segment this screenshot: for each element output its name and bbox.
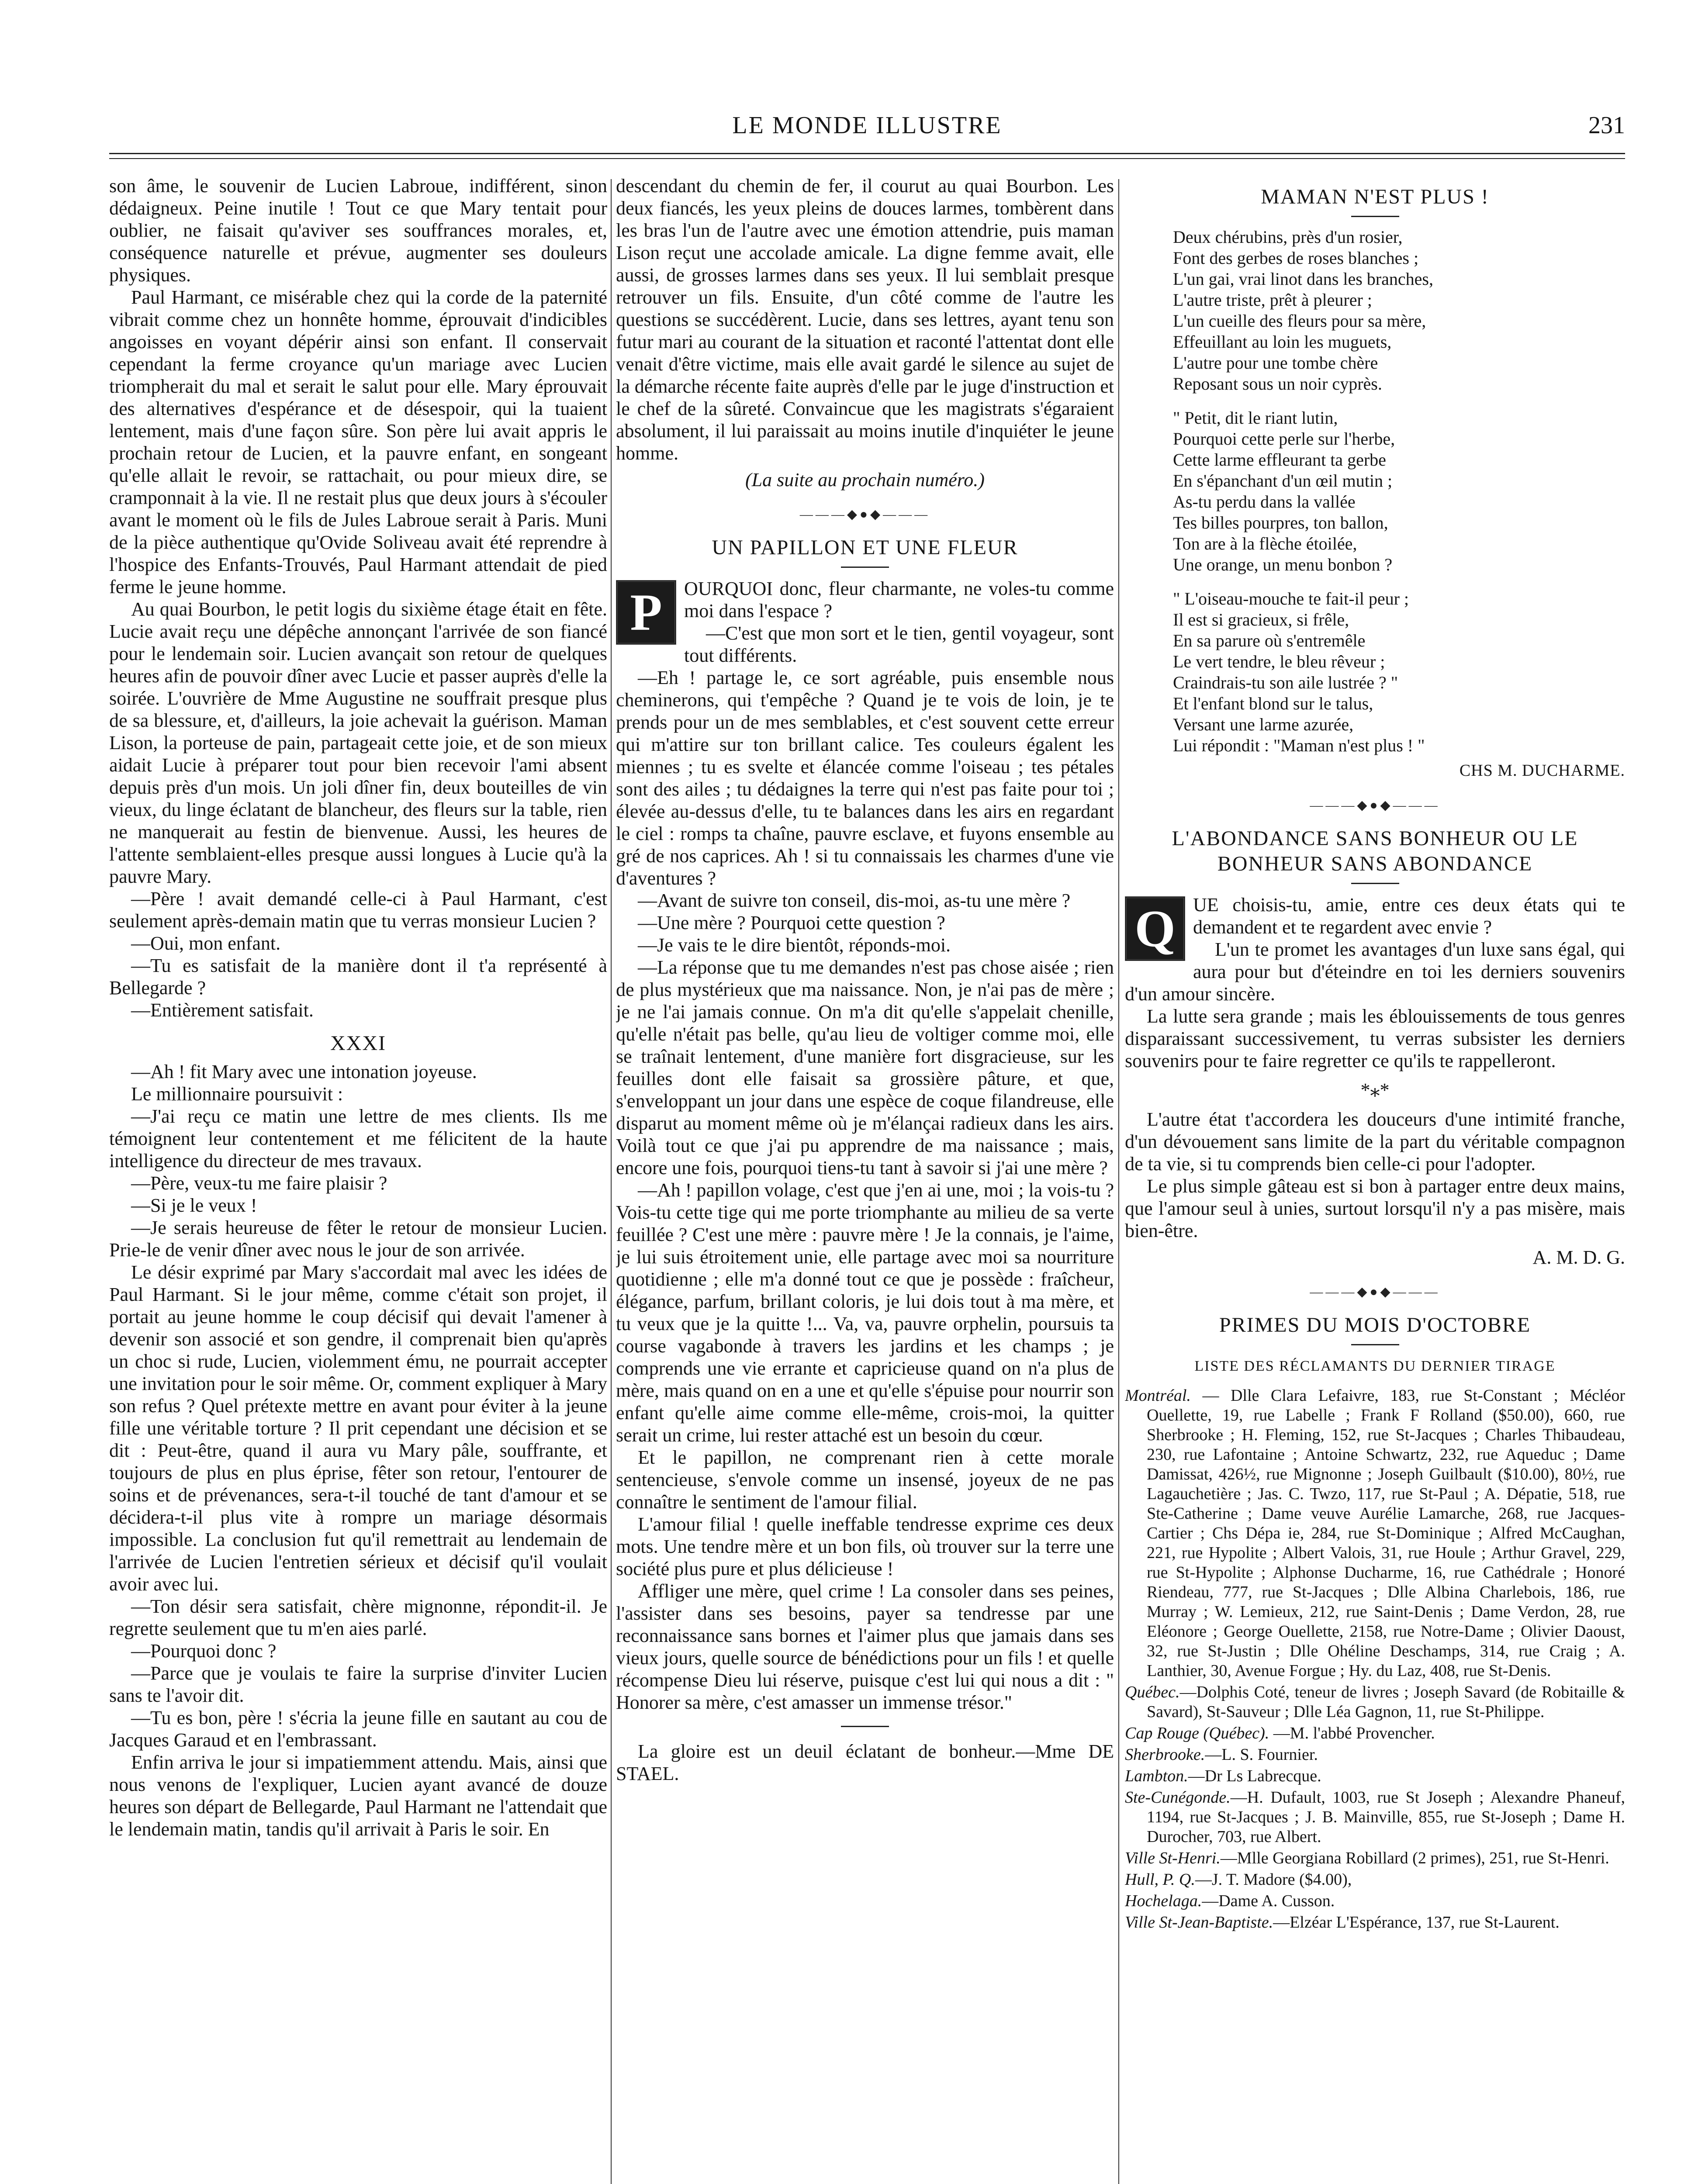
place-name: Ste-Cunégonde. <box>1125 1788 1231 1807</box>
paragraph: Le millionnaire poursuivit : <box>131 1083 343 1105</box>
title-rule <box>841 567 889 568</box>
paragraph: —Tu es satisfait de la manière dont il t'a représenté à Bellegarde ? <box>109 955 607 999</box>
paragraph: Affliger une mère, quel crime ! La consoler dans ses peines, l'assister dans ses besoins, payer sa tendresse par une reconnaissance sans bornes et l'aimer plus que jamais dans ses vieux jours, quelle source de bénédictions pour un fils ! et quelle récompense Dieu lui réserve, puisque c'est lui qui nous a dit : " Honorer sa mère, c'est amasser un immense trésor." <box>616 1580 1114 1713</box>
paragraph: —Si je le veux ! <box>131 1195 257 1216</box>
paragraph: —Oui, mon enfant. <box>131 933 281 954</box>
place-name: Ville St-Jean-Baptiste. <box>1125 1913 1273 1932</box>
paragraph: —Ah ! papillon volage, c'est que j'en ai une, moi ; la vois-tu ? Vois-tu cette tige qui me porte triomphante au milieu de sa verte feuillée ? C'est une mère : pauvre mère ! Je la connais, je l'aime, je lui suis étroitement unie, elle partage avec moi sa nourriture quotidienne ; elle m'a donné tout ce que je possède : fraîcheur, élégance, parfum, brillant coloris, je lui dois tout à ma mère, et tu veux que je la quitte !... Va, va, pauvre orphelin, poursuis ta course vagabonde à travers les jardins et les champs ; je comprends une vie errante et capricieuse quand on n'a plus de mère, mais quand on en a une et qu'elle s'épuise pour nourrir son enfant qu'elle aime comme elle-même, crois-moi, la quitter serait un crime, lui rester attaché est un besoin du cœur. <box>616 1179 1114 1446</box>
story-title: UN PAPILLON ET UNE FLEUR <box>712 536 1018 559</box>
paragraph: —Parce que je voulais te faire la surprise d'inviter Lucien sans te l'avoir dit. <box>109 1662 607 1706</box>
title-rule <box>1351 216 1399 217</box>
place-name: Hull, P. Q. <box>1125 1870 1195 1889</box>
quote: La gloire est un deuil éclatant de bonheur.—Mme DE STAEL. <box>616 1741 1114 1784</box>
paragraph: L'amour filial ! quelle ineffable tendresse exprime ces deux mots. Une tendre mère et un bon fils, où trouver sur la terre une société plus pure et plus délicieuse ! <box>616 1514 1114 1579</box>
paragraph: Le désir exprimé par Mary s'accordait mal avec les idées de Paul Harmant. Si le jour même, comme c'était son projet, il portait au jeune homme le coup décisif qui devait l'amener à devenir son associé et son gendre, il comprenait bien qu'après un choc si rude, Lucien, violemment ému, ne pourrait accepter une invitation pour le soir même. Or, comment expliquer à Mary son refus ? Quel prétexte mettre en avant pour éviter à la jeune fille une véritable torture ? Il prit cependant une décision et se dit : Peut-être, quand il aura vu Mary pâle, souffrante, et toujours de plus en plus éprise, fêter son retour, l'entourer de soins et de prévenances, sera-t-il touché de tant d'amour et se décidera-t-il plus vite à rompre un mariage désormais impossible. La conclusion fut qu'il remettrait au lendemain de l'arrivée de Lucien l'entretien sérieux et décisif qu'il voulait avoir avec lui. <box>109 1261 607 1595</box>
paragraph: —Entièrement satisfait. <box>131 999 314 1021</box>
list-item <box>1125 1724 1625 1743</box>
paragraph: Paul Harmant, ce misérable chez qui la corde de la paternité vibrait comme chez un honnête homme, éprouvait d'indicibles angoisses en voyant dépérir ainsi son enfant. Il conservait cependant la ferme croyance qu'un mariage avec Lucien triompherait du mal et serait le salut pour elle. Mary éprouvait des alternatives d'espérance et de désespoir, qui la tuaient lentement, mais d'une façon sûre. Son père lui avait appris le prochain retour de Lucien, et la pauvre enfant, en songeant qu'elle allait le revoir, se rattachait, ou pour mieux dire, se cramponnait à la vie. Il ne restait plus que deux jours à s'écouler avant le moment où le fils de Jules Labroue serait à Paris. Muni de la pièce authentique qu'Ovide Soliveau avait été reprendre à l'hospice des Enfants-Trouvés, Paul Harmant attendait de pied ferme le jeune homme. <box>109 287 607 598</box>
chapter-heading: XXXI <box>330 1032 386 1055</box>
paragraph: Et le papillon, ne comprenant rien à cette morale sentencieuse, s'envole comme un insensé, joyeux de ne pas connaître le sentiment de l'amour filial. <box>616 1447 1114 1513</box>
list-item <box>1125 1766 1625 1786</box>
column-divider <box>1118 179 1119 2184</box>
header-rule <box>109 153 1625 154</box>
paragraph: Enfin arriva le jour si impatiemment attendu. Mais, ainsi que nous venons de l'expliquer, Lucien ayant avancé de douze heures son départ de Bellegarde, Paul Harmant ne l'attendait que le lendemain matin, tandis qu'il arrivait à Paris le soir. En <box>109 1752 607 1840</box>
ornament-divider: ———◆●◆——— <box>1310 798 1440 812</box>
list-item <box>1125 1788 1625 1847</box>
paragraph: —Je serais heureuse de fêter le retour de monsieur Lucien. Prie-le de venir dîner avec nous le jour de son arrivée. <box>109 1217 607 1261</box>
entry-text: —Dolphis Coté, teneur de livres ; Joseph Savard (de Robitaille & Savard), St-Sauveur ; Dlle Léa Gagnon, 11, rue St-Philippe. <box>1147 1683 1625 1721</box>
paragraph: —Une mère ? Pourquoi cette question ? <box>638 912 945 933</box>
list-item <box>1125 1870 1625 1890</box>
paragraph: Le plus simple gâteau est si bon à partager entre deux mains, que l'amour seul à unies, surtout lorsqu'il n'y a pas misère, mais bien-être. <box>1125 1175 1625 1241</box>
paragraph: L'autre état t'accordera les douceurs d'une intimité franche, d'un dévouement sans limite de la part du véritable compagnon de ta vie, si tu comprends bien celle-ci pour l'adopter. <box>1125 1109 1625 1175</box>
list-item <box>1125 1683 1625 1722</box>
entry-text: —Mlle Georgiana Robillard (2 primes), 251, rue St-Henri. <box>1220 1849 1609 1867</box>
paragraph: —Je vais te le dire bientôt, réponds-moi. <box>638 934 951 956</box>
column-3 <box>1125 175 1625 2184</box>
column-2 <box>616 175 1114 2184</box>
entry-text: —H. Dufault, 1003, rue St Joseph ; Alexandre Phaneuf, 1194, rue St-Jacques ; J. B. Mainville, 855, rue St-Joseph ; Dame H. Durocher, 703, rue Albert. <box>1147 1788 1625 1846</box>
entry-text: —Dr Ls Labrecque. <box>1188 1767 1321 1785</box>
title-rule <box>1351 1344 1399 1345</box>
place-name: Montréal. <box>1125 1386 1191 1405</box>
paragraph: —Père, veux-tu me faire plaisir ? <box>131 1172 387 1194</box>
entry-text: —Elzéar L'Espérance, 137, rue St-Laurent. <box>1273 1913 1560 1932</box>
masthead <box>109 111 1625 155</box>
page-number: 231 <box>1588 112 1625 139</box>
dropcap: Q <box>1125 896 1185 961</box>
paragraph: Au quai Bourbon, le petit logis du sixième étage était en fête. Lucie avait reçu une dépêche annonçant l'arrivée de son fiancé pour le lendemain soir. Lucien avançait son retour de quelques heures afin de pouvoir dîner avec Lucie et passer auprès d'elle la soirée. L'ouvrière de Mme Augustine ne souffrait presque plus de sa blessure, et, d'ailleurs, la joie achevait la guérison. Maman Lison, la porteuse de pain, partageait cette joie, et de son mieux aidait Lucie à préparer tout pour bien recevoir l'ami absent depuis près d'un mois. Un joli dîner fin, deux bouteilles de vin vieux, du linge éclatant de blancheur, des fleurs sur la table, rien ne manquerait au festin de bienvenue. Aussi, les heures de l'attente semblaient-elles presque aussi longues à Lucie qu'à la pauvre Mary. <box>109 598 607 887</box>
header-rule-thin <box>109 158 1625 159</box>
list-item <box>1125 1849 1625 1868</box>
poem-stanza: Deux chérubins, près d'un rosier, Font des gerbes de roses blanches ; L'un gai, vrai linot dans les branches, L'autre triste, prêt à pleurer ; L'un cueille des fleurs pour sa mère, Effeuillant au loin les muguets, L'autre pour une tombe chère Reposant sous un noir cyprès. <box>1173 227 1433 394</box>
entry-text: —L. S. Fournier. <box>1205 1745 1318 1764</box>
paragraph: —C'est que mon sort et le tien, gentil voyageur, sont tout différents. <box>684 622 1114 666</box>
paragraph: La lutte sera grande ; mais les éblouissements de tous genres disparaissant successivement, tu verras subsister les derniers souvenirs pour te faire regretter ce qu'ils te rappelleront. <box>1125 1006 1625 1071</box>
poem-signature: CHS M. DUCHARME. <box>1459 761 1625 780</box>
claimants-list <box>1125 1386 1625 1932</box>
ornament-divider: ———◆●◆——— <box>799 507 930 522</box>
paragraph: —J'ai reçu ce matin une lettre de mes clients. Ils me témoignent leur contentement et me félicitent de la haute intelligence du directeur de mes travaux. <box>109 1106 607 1171</box>
poem-stanza: " Petit, dit le riant lutin, Pourquoi cette perle sur l'herbe, Cette larme effleurant ta gerbe En s'épanchant d'un œil mutin ; As-tu perdu dans la vallée Tes billes pourpres, ton ballon, Ton are à la flèche étoilée, Une orange, un menu bonbon ? <box>1173 408 1395 574</box>
column-divider <box>611 179 612 2184</box>
poem-stanza: " L'oiseau-mouche te fait-il peur ; Il est si gracieux, si frêle, En sa parure où s'entremêle Le vert tendre, le bleu rêveur ; Craindrais-tu son aile lustrée ? " Et l'enfant blond sur le talus, Versant une larme azurée, Lui répondit : "Maman n'est plus ! " <box>1173 589 1425 755</box>
paragraph: —Ah ! fit Mary avec une intonation joyeuse. <box>131 1061 477 1082</box>
essay-title: L'ABONDANCE SANS BONHEUR OU LE BONHEUR SANS ABONDANCE <box>1172 827 1578 875</box>
paragraph: L'un te promet les avantages d'un luxe sans égal, qui aura pour but d'éteindre en toi les derniers souvenirs d'un amour sincère. <box>1125 939 1625 1005</box>
entry-text: —M. l'abbé Provencher. <box>1269 1724 1435 1742</box>
paragraph: Q UE choisis-tu, amie, entre ces deux états qui te demandent et te regardent avec envie ? <box>1125 894 1625 938</box>
paragraph: —Père ! avait demandé celle-ci à Paul Harmant, c'est seulement après-demain matin que tu verras monsieur Lucien ? <box>109 888 607 932</box>
place-name: Sherbrooke. <box>1125 1745 1205 1764</box>
column-1 <box>109 175 607 2184</box>
place-name: Cap Rouge (Québec). <box>1125 1724 1269 1742</box>
entry-text: —Dame A. Cusson. <box>1202 1892 1335 1910</box>
section-rule <box>841 1726 889 1727</box>
list-item <box>1125 1745 1625 1765</box>
ornament-divider: ———◆●◆——— <box>1310 1285 1440 1299</box>
list-item <box>1125 1913 1625 1932</box>
paragraph: —Tu es bon, père ! s'écria la jeune fille en sautant au cou de Jacques Garaud et en l'embrassant. <box>109 1707 607 1751</box>
primes-title: PRIMES DU MOIS D'OCTOBRE <box>1219 1313 1531 1337</box>
paragraph: son âme, le souvenir de Lucien Labroue, indifférent, sinon dédaigneux. Peine inutile ! Tout ce que Mary tentait pour oublier, ne faisait qu'aviver ses souffrances morales, et, conséquence naturelle et prévue, augmenter ses douleurs physiques. <box>109 175 607 286</box>
place-name: Québec. <box>1125 1683 1180 1701</box>
paragraph: P OURQUOI donc, fleur charmante, ne voles-tu comme moi dans l'espace ? <box>616 577 1114 622</box>
place-name: Lambton. <box>1125 1767 1188 1785</box>
entry-text: — Dlle Clara Lefaivre, 183, rue St-Constant ; Mécléor Ouellette, 19, rue Labelle ; Frank F Rolland ($50.00), 660, rue Sherbrooke ; H. Fleming, 152, rue St-Jacques ; Charles Thibaudeau, 230, rue Lafontaine ; Antoine Schwartz, 232, rue Aqueduc ; Dame Damissat, 426½, rue Mignonne ; Joseph Guilbault ($10.00), 80½, rue Lagauchetière ; Jas. C. Twzo, 117, rue St-Paul ; A. Dépatie, 518, rue Ste-Catherine ; Dame veuve Aurélie Lamarche, 268, rue Jacques-Cartier ; Chs Dépa ie, 284, rue St-Dominique ; Alfred McCaughan, 221, rue Hypolite ; Albert Valois, 31, rue Houle ; Arthur Gravel, 229, rue St-Hypolite ; Alphonse Ducharme, 16, rue Cathédrale ; Honoré Riendeau, 777, rue St-Jacques ; Dlle Albina Charlebois, 186, rue Murray ; W. Lemieux, 212, rue Saint-Denis ; Dame Verdon, 28, rue Eléonore ; George Ouellette, 2158, rue Notre-Dame ; Olivier Daoust, 32, rue St-Justin ; Dlle Ohéline Deschamps, 314, rue Craig ; A. Lanthier, 30, Avenue Forgue ; Hy. du Laz, 408, rue St-Denis. <box>1147 1386 1625 1680</box>
paragraph: —Pourquoi donc ? <box>131 1640 277 1662</box>
paragraph: —Avant de suivre ton conseil, dis-moi, as-tu une mère ? <box>638 890 1071 911</box>
paragraph: —Eh ! partage le, ce sort agréable, puis ensemble nous cheminerons, qui t'empêche ? Quand je te vois de loin, je te prends pour un de mes semblables, et c'est souvent cette erreur qui m'attire sur ton brillant calice. Tes couleurs égalent les miennes ; tu es svelte et élancée comme l'oiseau ; tes pétales sont des ailes ; tu dédaignes la terre qui n'est pas faite pour toi ; élevée au-dessus d'elle, tu te balances dans les airs en regardant le ciel : romps ta chaîne, pauvre esclave, et fuyons ensemble au gré de nos caprices. Ah ! si tu connaissais les charmes d'une vie d'aventures ? <box>616 667 1114 889</box>
place-name: Hochelaga. <box>1125 1892 1202 1910</box>
paragraph: —Ton désir sera satisfait, chère mignonne, répondit-il. Je regrette seulement que tu m'en aies parlé. <box>109 1596 607 1639</box>
list-title: LISTE DES RÉCLAMANTS DU DERNIER TIRAGE <box>1194 1358 1556 1374</box>
paragraph: descendant du chemin de fer, il courut au quai Bourbon. Les deux fiancés, les yeux pleins de douces larmes, tombèrent dans les bras l'un de l'autre avec une émotion attendrie, puis maman Lison reçut une accolade amicale. La digne femme avait, elle aussi, de grosses larmes dans ses yeux. Il lui semblait presque retrouver un fils. Ensuite, d'un côté comme de l'autre les questions se succédèrent. Lucie, dans ses lettres, ayant tenu son futur mari au courant de la situation et raconté l'attentat dont elle venait d'être victime, mais elle avait gardé le silence au sujet de la démarche récente faite auprès d'elle par le juge d'instruction et le chef de la sûreté. Convaincue que les magistrats s'égaraient absolument, il lui paraissait au moins inutile d'inquiéter le jeune homme. <box>616 175 1114 464</box>
list-item <box>1125 1891 1625 1911</box>
dropcap: P <box>616 580 676 645</box>
essay-signature: A. M. D. G. <box>1532 1247 1625 1268</box>
place-name: Ville St-Henri. <box>1125 1849 1221 1867</box>
asterism: *⁎* <box>1360 1079 1390 1101</box>
to-be-continued: (La suite au prochain numéro.) <box>745 469 985 491</box>
paragraph: —La réponse que tu me demandes n'est pas chose aisée ; rien de plus mystérieux que ma naissance. Non, je n'ai pas de mère ; je ne l'ai jamais connue. On m'a dit qu'elle s'appelait chenille, qu'elle n'était pas belle, qu'au lieu de voltiger comme moi, elle se traînait lentement, d'une manière fort disgracieuse, sur les feuilles dont elle faisait sa grossière pâture, et que, s'enveloppant un jour dans une espèce de coque filandreuse, elle disparut au moment même où je m'élançai radieux dans les airs. Voilà tout ce que j'ai pu apprendre de ma naissance ; mais, encore une fois, pourquoi tiens-tu tant à savoir si j'ai une mère ? <box>616 957 1114 1178</box>
title-rule <box>1351 883 1399 884</box>
poem-title: MAMAN N'EST PLUS ! <box>1261 185 1489 208</box>
newspaper-title: LE MONDE ILLUSTRE <box>732 112 1002 139</box>
list-item <box>1125 1386 1625 1681</box>
entry-text: —J. T. Madore ($4.00), <box>1195 1870 1352 1889</box>
